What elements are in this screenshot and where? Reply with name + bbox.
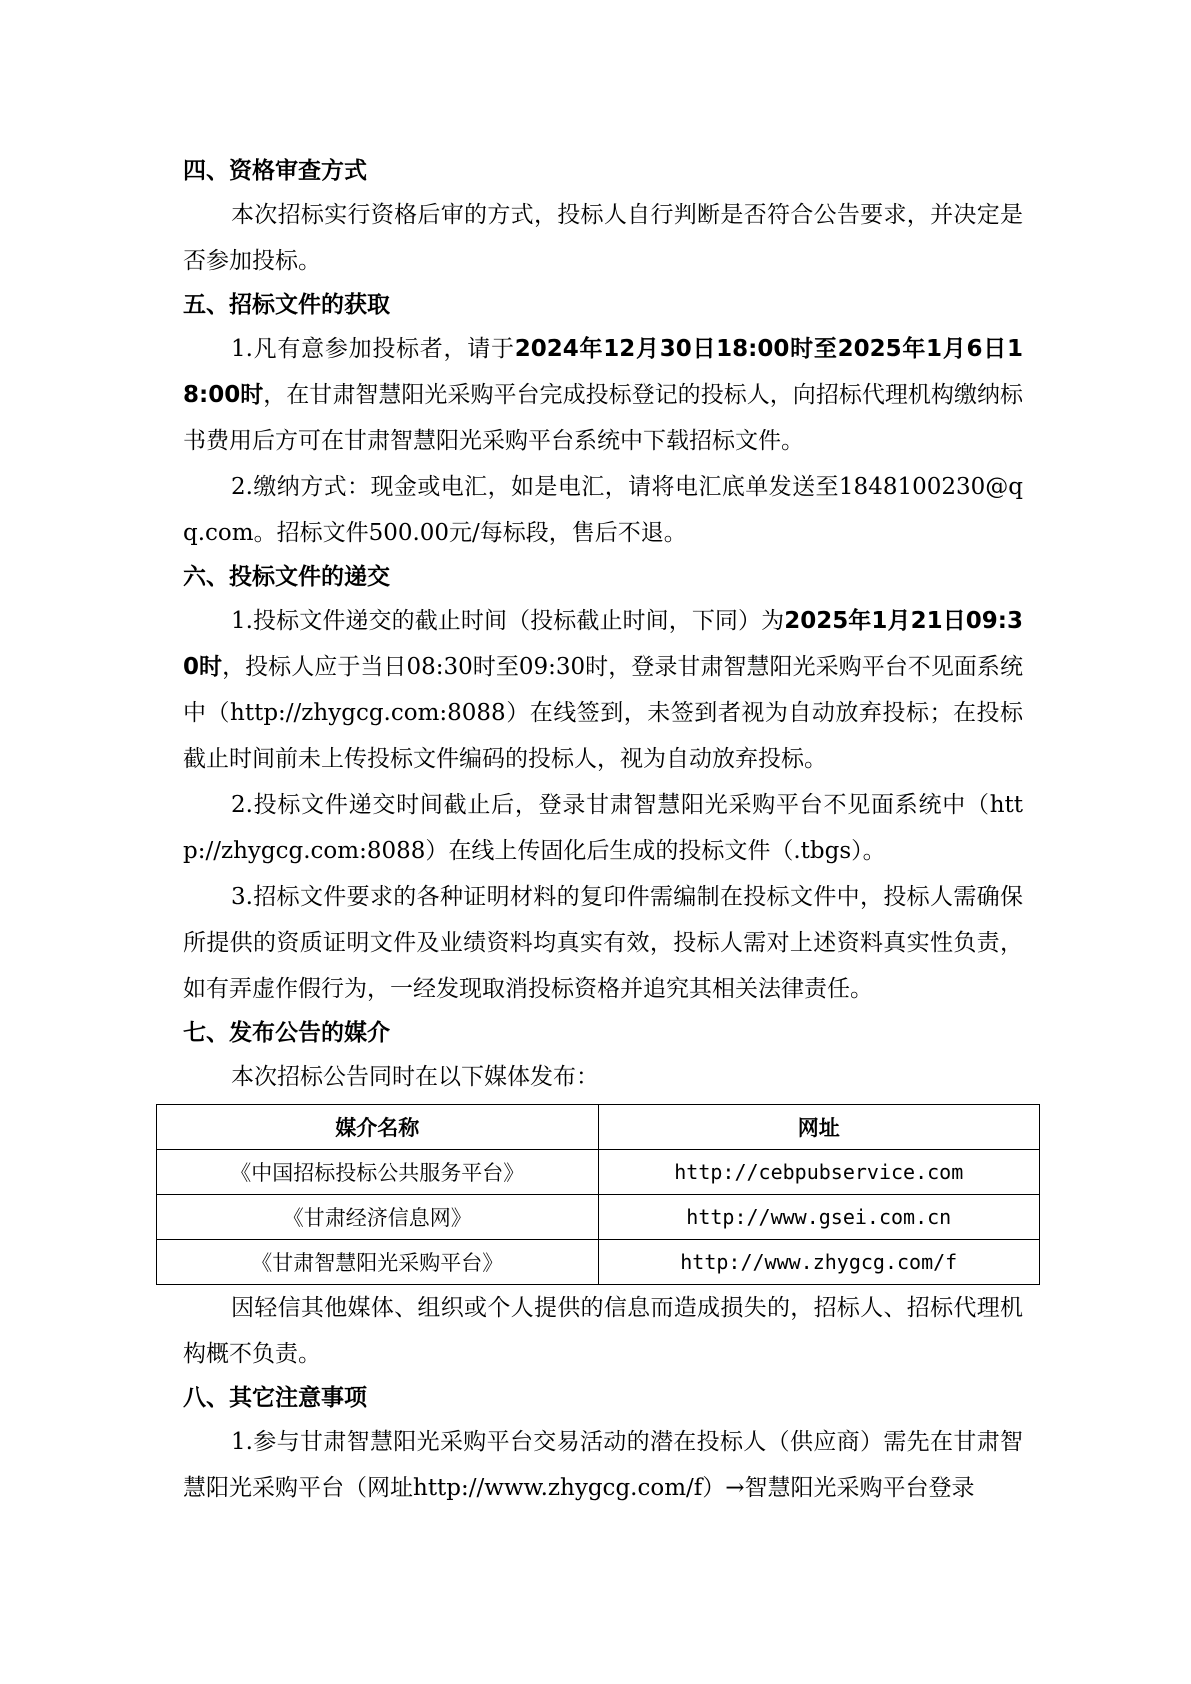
- text: 1.投标文件递交的截止时间（投标截止时间，下同）为: [231, 608, 785, 634]
- table-header-cell: 网址: [598, 1105, 1040, 1150]
- media-name-cell: 《甘肃经济信息网》: [157, 1195, 599, 1240]
- section-7-paragraph-2: 因轻信其他媒体、组织或个人提供的信息而造成损失的，招标人、招标代理机构概不负责。: [183, 1295, 1023, 1367]
- media-name-cell: 《中国招标投标公共服务平台》: [157, 1150, 599, 1195]
- section-6-paragraph-3: 3.招标文件要求的各种证明材料的复印件需编制在投标文件中，投标人需确保所提供的资质证明文件及业绩资料均真实有效，投标人需对上述资料真实性负责，如有弄虚作假行为，一经发现取消投标资格并追究其相关法律责任。: [183, 884, 1023, 1002]
- table-row: [157, 1240, 1040, 1285]
- media-url-cell: http://cebpubservice.com: [598, 1150, 1040, 1195]
- media-table: [156, 1104, 1040, 1285]
- section-8-paragraph-1: 1.参与甘肃智慧阳光采购平台交易活动的潜在投标人（供应商）需先在甘肃智慧阳光采购平台（网址http://www.zhygcg.com/f）→智慧阳光采购平台登录: [183, 1429, 1023, 1501]
- table-header-cell: 媒介名称: [157, 1105, 599, 1150]
- table-row: [157, 1195, 1040, 1240]
- section-4-paragraph: 本次招标实行资格后审的方式，投标人自行判断是否符合公告要求，并决定是否参加投标。: [183, 202, 1023, 274]
- section-5-heading: 五、招标文件的获取: [183, 292, 390, 318]
- section-7-paragraph-1: 本次招标公告同时在以下媒体发布：: [231, 1064, 599, 1090]
- section-4-heading: 四、资格审查方式: [183, 158, 367, 184]
- section-6-heading: 六、投标文件的递交: [183, 564, 390, 590]
- section-8-heading: 八、其它注意事项: [183, 1385, 367, 1411]
- text: ，投标人应于当日08:30时至09:30时，登录甘肃智慧阳光采购平台不见面系统中（http://zhygcg.com:8088）在线签到，未签到者视为自动放弃投标；在投标截止时间前未上传投标文件编码的投标人，视为自动放弃投标。: [183, 654, 1023, 772]
- section-7-heading: 七、发布公告的媒介: [183, 1020, 390, 1046]
- table-row: [157, 1150, 1040, 1195]
- text: 1.凡有意参加投标者，请于: [231, 336, 515, 362]
- media-url-cell: http://www.zhygcg.com/f: [598, 1240, 1040, 1285]
- table-header-row: [157, 1105, 1040, 1150]
- section-5-paragraph-2: 2.缴纳方式：现金或电汇，如是电汇，请将电汇底单发送至1848100230@qq.com。招标文件500.00元/每标段，售后不退。: [183, 474, 1023, 546]
- media-url-cell: http://www.gsei.com.cn: [598, 1195, 1040, 1240]
- bid-deadline: 2025年1月21日09:30时: [183, 608, 1023, 680]
- text: ，在甘肃智慧阳光采购平台完成投标登记的投标人，向招标代理机构缴纳标书费用后方可在甘肃智慧阳光采购平台系统中下载招标文件。: [183, 382, 1024, 454]
- registration-period: 2024年12月30日18:00时至2025年1月6日18:00时: [183, 336, 1024, 408]
- section-6-paragraph-1: [183, 598, 1023, 782]
- document-body: [183, 150, 1023, 1511]
- media-name-cell: 《甘肃智慧阳光采购平台》: [157, 1240, 599, 1285]
- section-6-paragraph-2: 2.投标文件递交时间截止后，登录甘肃智慧阳光采购平台不见面系统中（http://zhygcg.com:8088）在线上传固化后生成的投标文件（.tbgs）。: [183, 792, 1023, 864]
- section-5-paragraph-1: [183, 326, 1023, 464]
